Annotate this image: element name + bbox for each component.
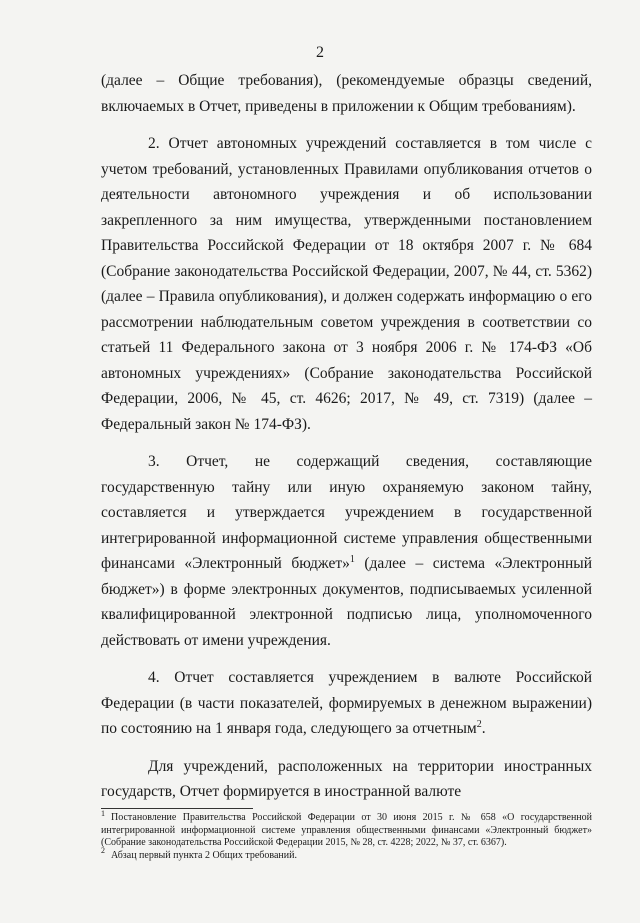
footnote-1 [101,808,592,850]
paragraph-text: 3. Отчет, не содержащий сведения, составляющие государственную тайну или иную охраняемую законом тайну, составляется и утверждается учреждением в государственной интегрированной информационной системе управления общественными финансами «Электронный бюджет» [101,453,592,572]
footnote-number: 1 [101,808,105,818]
footnote-reference[interactable]: 1 [349,553,355,565]
paragraph-text: 4. Отчет составляется учреждением в валюте Российской Федерации (в части показателей, формируемых в денежном выражении) по состоянию на 1 января года, следующего за отчетным [101,669,592,737]
footnote-divider [101,808,253,809]
footnote-2 [101,846,592,863]
paragraph-item-2: 2. Отчет автономных учреждений составляется в том числе с учетом требований, установленных Правилами опубликования отчетов о деятельности автономного учреждения и об использовании закрепленного за ним имущества, утвержденными постановлением Правительства Российской Федерации от 18 октября 2007 г. № 684 (Собрание законодательства Российской Федерации, 2007, № 44, ст. 5362) (далее – Правила опубликования), и должен содержать информацию о его рассмотрении наблюдательным советом учреждения в соответствии со статьей 11 Федерального закона от 3 ноября 2006 г. № 174-ФЗ «Об автономных учреждениях» (Собрание законодательства Российской Федерации, 2006, № 45, ст. 4626; 2017, № 49, ст. 7319) (далее – Федеральный закон № 174-ФЗ). [101,135,592,433]
paragraph-text: . [481,720,486,737]
footnote-text: Постановление Правительства Российской Федерации от 30 июня 2015 г. № 658 «О государственной интегрированной информационной системе управления общественными финансами «Электронный бюджет» (Собрание законодательства Российской Федерации 2015, № 28, ст. 4228; 2022, № 37, ст. 6367). [101,812,592,848]
paragraph-continuation: (далее – Общие требования), (рекомендуемые образцы сведений, включаемых в Отчет, приведены в приложении к Общим требованиям). [101,72,592,115]
page-number: 2 [316,44,324,61]
paragraph-item-4 [101,665,592,742]
paragraph-text: (далее – система «Электронный бюджет») в форме электронных документов, подписываемых усиленной квалифицированной электронной подписью лица, уполномоченного действовать от имени учреждения. [101,555,592,649]
paragraph-foreign-currency: Для учреждений, расположенных на территории иностранных государств, Отчет формируется в иностранной валюте [101,757,592,800]
footnote-reference[interactable]: 2 [476,718,482,730]
footnote-number: 2 [101,846,105,856]
footnote-text: Абзац первый пункта 2 Общих требований. [111,849,297,861]
footnotes-section [101,808,592,862]
document-body [101,68,592,817]
paragraph-item-3 [101,449,592,653]
